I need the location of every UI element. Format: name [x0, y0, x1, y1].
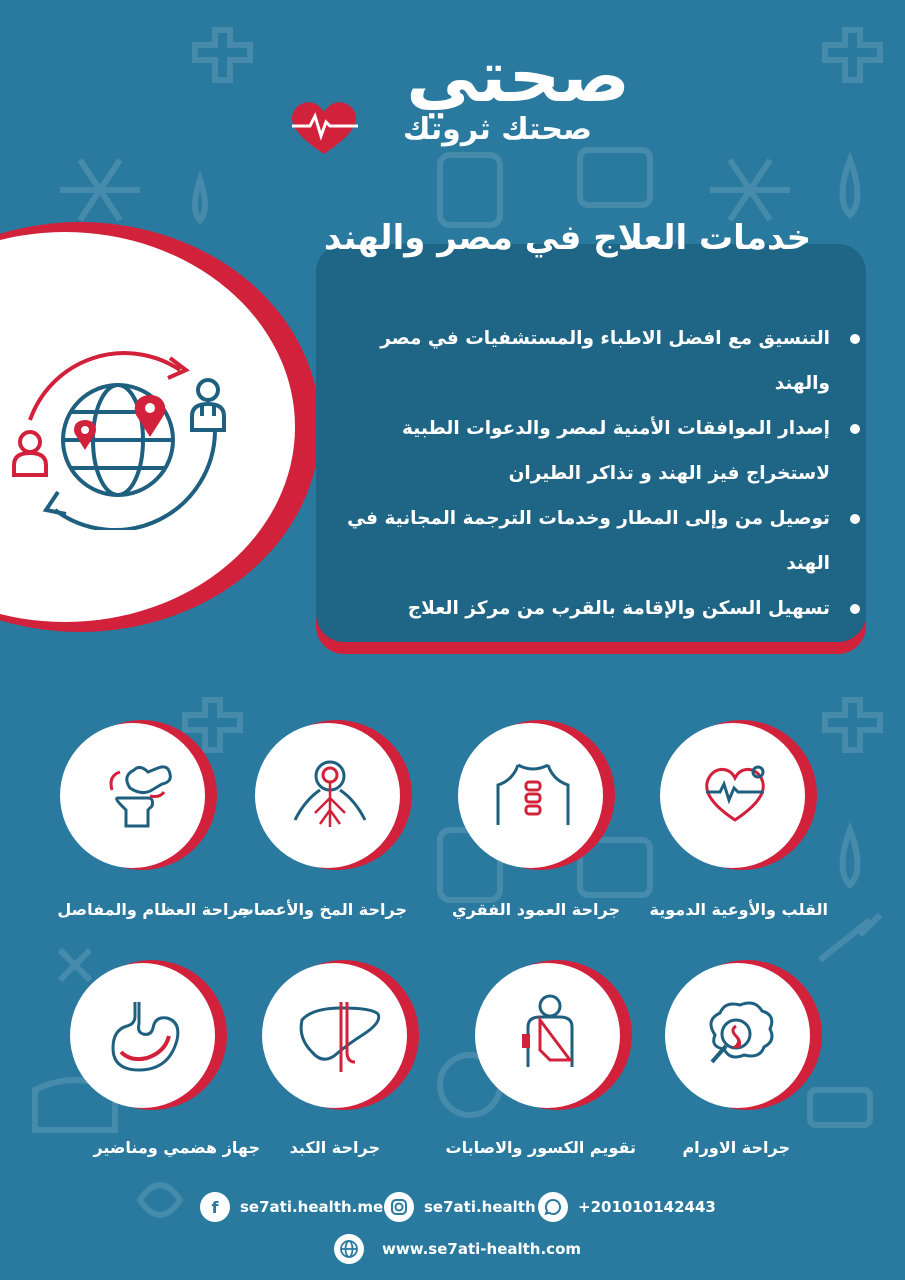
logo-text: صحتي — [406, 34, 630, 118]
specialty-label: جهاز هضمي ومناضير — [93, 1138, 260, 1157]
instagram-contact[interactable] — [384, 1192, 536, 1222]
specialty-label: القلب والأوعية الدموية — [649, 900, 828, 919]
list-item: التنسيق مع افضل الاطباء والمستشفيات في مصر والهند — [330, 316, 860, 406]
facebook-contact[interactable] — [200, 1192, 383, 1222]
global-care-icon — [10, 340, 240, 530]
instagram-icon — [384, 1192, 414, 1222]
specialty-label: تقويم الكسور والاصابات — [445, 1138, 636, 1157]
list-item: إصدار الموافقات الأمنية لمصر والدعوات الطبية لاستخراج فيز الهند و تذاكر الطيران — [330, 406, 860, 496]
liver-icon — [297, 1000, 382, 1075]
heart-icon — [700, 760, 770, 830]
logo-tagline: صحتك ثروتك — [402, 112, 592, 147]
brain-nerves-icon — [290, 758, 370, 833]
bullet-dot — [850, 334, 860, 344]
list-item: تسهيل السكن والإقامة بالقرب من مركز العلاج — [330, 586, 860, 631]
spine-icon — [493, 760, 573, 830]
bone-joint-icon — [100, 758, 175, 833]
list-item: توصيل من وإلى المطار وخدمات الترجمة المجانية في الهند — [330, 496, 860, 586]
specialty-label: جراحة العمود الفقري — [452, 900, 620, 919]
bullet-dot — [850, 514, 860, 524]
heart-pulse-icon — [284, 92, 364, 162]
arm-sling-icon — [510, 992, 590, 1072]
panel-title: خدمات العلاج في مصر والهند — [323, 218, 812, 258]
bullet-dot — [850, 604, 860, 614]
website-url: www.se7ati-health.com — [382, 1240, 581, 1258]
whatsapp-contact[interactable] — [538, 1192, 716, 1222]
globe-icon — [334, 1234, 364, 1264]
facebook-icon: f — [200, 1192, 230, 1222]
specialty-label: جراحة الكبد — [289, 1138, 380, 1157]
specialty-label: جراحة المخ والأعصاب — [237, 900, 407, 919]
brand-logo — [270, 34, 630, 190]
stomach-icon — [105, 1000, 185, 1075]
bullet-dot — [850, 424, 860, 434]
website-link[interactable] — [334, 1234, 581, 1264]
instagram-handle: se7ati.health — [424, 1198, 536, 1216]
whatsapp-number: +201010142443 — [578, 1198, 716, 1216]
facebook-handle: se7ati.health.me — [240, 1198, 384, 1216]
whatsapp-icon — [538, 1192, 568, 1222]
services-list — [330, 316, 860, 631]
tumor-icon — [700, 1000, 780, 1070]
specialty-label: جراحة العظام والمفاصل — [57, 900, 250, 919]
specialty-label: جراحة الاورام — [682, 1138, 790, 1157]
